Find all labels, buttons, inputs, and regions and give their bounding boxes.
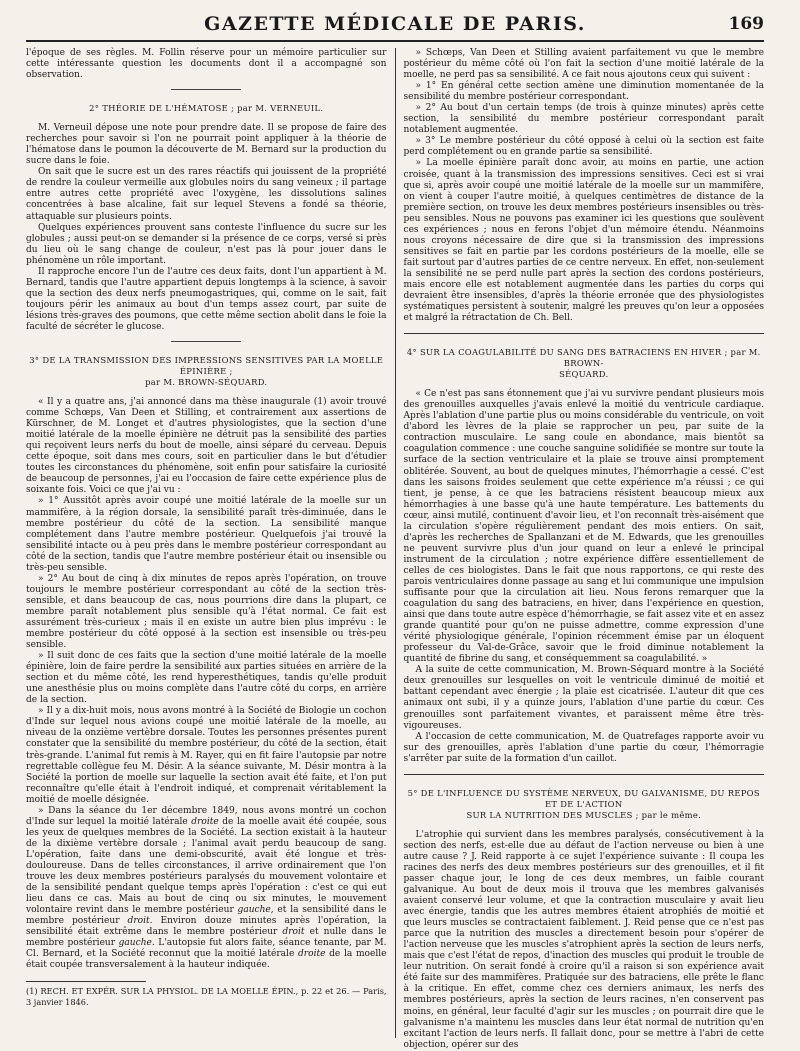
journal-title: GAZETTE MÉDICALE DE PARIS.	[204, 13, 586, 35]
paragraph: A l'occasion de cette communication, M. de Quatrefages rapporte avoir vu sur des grenouilles, après l'ablation d'une partie du cœur, l'hémorragie s'arrêter par suite de la formation d'un caillot.	[403, 731, 764, 764]
text-run: de la moelle était coupée transversalement à la hauteur indiquée.	[26, 949, 387, 971]
text-run: , et la sensibilité dans le membre postérieur	[26, 905, 387, 927]
paragraph: » 1° En général cette section amène une diminution momentanée de la sensibilité du membre postérieur correspondant.	[403, 81, 764, 103]
paragraph: Quelques expériences prouvent sans conteste l'influence du sucre sur les globules ; aussi peut-on se demander si la présence de ce corps, versé si près du lieu où le sang change de couleur, n'est pas là pour jouer dans le phénomène un rôle important.	[26, 222, 387, 266]
section-5-title-line1: 5° DE L'INFLUENCE DU SYSTÈME NERVEUX, DU GALVANISME, DU REPOS ET DE L'ACTION	[407, 787, 760, 809]
paragraph-with-italics	[26, 806, 387, 972]
text-run: » Dans la séance du 1er décembre 1849, nous avons montré un cochon d'Inde sur lequel la moitié latérale	[26, 805, 387, 827]
section-5-title	[404, 788, 765, 821]
section-3-title-line2: par M. BROWN-SÉQUARD.	[145, 377, 268, 388]
italic-run: gauche	[237, 905, 271, 916]
paragraph: L'atrophie qui survient dans les membres paralysés, consécutivement à la section des nerfs, est-elle due au défaut de l'action nerveuse ou bien à une autre cause ? J. Reid rapporte à ce sujet l'expérience suivante : Il coupa les racines des nerfs des deux membres postérieurs sur des grenouilles, et il fit passer chaque jour, le long de ces deux membres, un faible courant galvanique. Au bout de deux mois il trouva que les membres galvanisés avaient conservé leur volume, et que la contraction musculaire y avait lieu avec énergie, tandis que les autres membres étaient atrophiés de moitié et que leurs muscles se contractaient faiblement. J. Reid pense que ce n'est pas parce que la nutrition des muscles a directement besoin pour s'opérer de l'action nerveuse que les muscles s'atrophient après la section de leurs nerfs, mais que c'est l'état de repos, d'inaction des muscles qui produit le trouble de leur nutrition. On serait fondé à croire qu'il a raison si son expérience avait été faite sur des mammifères. Pratiquée sur des batraciens, elle prête le flanc à la critique. En effet, comme chez ces derniers animaux, les nerfs des membres postérieurs, après la section de leurs racines, n'en conservent pas moins, en général, leur faculté d'agir sur les muscles ; on pourrait dire que le galvanisme n'a maintenu les muscles dans leur état normal de nutrition qu'en excitant l'action de leurs nerfs. Il fallait donc, pour se mettre à l'abri de cette objection, opérer sur des	[403, 829, 764, 1050]
paragraph: » 3° Le membre postérieur du côté opposé à celui où la section est faite perd complétement ou en grande partie sa sensibilité.	[403, 136, 764, 158]
paragraph: On sait que le sucre est un des rares réactifs qui jouissent de la propriété de rendre la couleur vermeille aux globules noirs du sang veineux ; il partage entre autres cette propriété avec l'oxygène, les dissolutions salines concentrées à base alcaline, fait sur lequel Stevens a fondé sa théorie, attaquable sur plusieurs points.	[26, 167, 387, 222]
paragraph: Il rapproche encore l'un de l'autre ces deux faits, dont l'un appartient à M. Bernard, tandis que l'autre appartient depuis longtemps à la science, à savoir que la section des deux nerfs pneumogastriques, qui, comme on le sait, fait toujours périr les animaux au bout d'un temps assez court, par suite de lésions très-graves des poumons, que cette même section abolit dans le foie la faculté de sécréter le glucose.	[26, 266, 387, 332]
paragraph: » 2° Au bout d'un certain temps (de trois à quinze minutes) après cette section, la sensibilité du membre postérieur correspondant paraît notablement augmentée.	[403, 103, 764, 136]
paragraph: « Ce n'est pas sans étonnement que j'ai vu survivre pendant plusieurs mois des grenouilles auxquelles j'avais enlevé la moitié du ventricule cardiaque. Après l'ablation d'une partie plus ou moins considérable du ventricule, on voit d'abord les lèvres de la plaie se rapprocher un peu, par suite de la contraction musculaire. Le sang coule en abondance, mais bientôt sa coagulation commence : une couche sanguine solidifiée se montre sur toute la surface de la section ventriculaire et la plaie se trouve ainsi promptement oblitérée. Souvent, au bout de quelques minutes, l'hémorrhagie a cessé. C'est dans les saisons froides seulement que cette expérience m'a réussi ; ce qui tient, je pense, à ce que les batraciens résistent beaucoup mieux aux hémorrhagies à une basse qu'à une haute température. Les battements du cœur, ainsi mutilé, continuent d'avoir lieu, et l'on reconnaît très-aisément que la circulation s'opère régulièrement pendant des mois entiers. On sait, d'après les recherches de Spallanzani et de M. Edwards, que les grenouilles ne peuvent survivre plus d'un jour quand on leur a enlevé le principal instrument de la circulation ; notre expérience diffère essentiellement de celles de ces biologistes. Dans le fait que nous rapportons, ce qui reste des parois ventriculaires donne passage au sang et lui communique une impulsion suffisante pour que la circulation ait lieu. Nous ferons remarquer que la coagulation du sang des batraciens, en hiver, dans l'expérience en question, ainsi que dans toute autre espèce d'hémorrhagie, se fait assez vite et en assez grande quantité pour qu'on ne puisse admettre, comme expression d'une vérité physiologique générale, l'opinion récemment émise par un éloquent professeur du Val-de-Grâce, savoir que le froid diminue notablement la quantité de fibrine du sang, et conséquemment sa coagulabilité. »	[403, 389, 765, 665]
right-column	[396, 48, 765, 1050]
italic-run: droit	[282, 927, 305, 938]
section-divider	[404, 774, 765, 775]
italic-run: droite	[191, 816, 219, 827]
paragraph: » Il suit donc de ces faits que la section d'une moitié latérale de la moelle épinière, loin de faire perdre la sensibilité aux parties situées en arrière de la section et du même côté, les rend hyperesthétiques, tandis qu'elle produit une anesthésie plus ou moins complète dans l'autre côté du corps, en arrière de la section.	[26, 651, 387, 706]
page-number: 169	[728, 14, 764, 34]
section-5-title-line2: SUR LA NUTRITION DES MUSCLES ; par le même.	[466, 809, 702, 820]
paragraph: M. Verneuil dépose une note pour prendre date. Il se propose de faire des recherches pour savoir si l'on ne pourrait point appliquer à la théorie de l'hématose dans le poumon la découverte de M. Bernard sur la production du sucre dans le foie.	[26, 123, 387, 167]
footnote-rule	[26, 981, 146, 982]
text-run: . Environ douze minutes après l'opération, la sensibilité était extrême dans le membre postérieur	[26, 916, 387, 938]
text-run: de la moelle avait été coupée, sous les yeux de quelques membres de la Société. La section existait à la hauteur de la dixième vertèbre dorsale ; l'animal avait perdu beaucoup de sang. L'opération, faite dans une demi-obscurité, avait été longue et très-douloureuse. Dans de telles circonstances, il arrive ordinairement que l'on trouve les deux membres postérieurs paralysés du mouvement volontaire et de la sensibilité pendant quelque temps après l'opération : c'est ce qui eut lieu dans ce cas. Mais au bout de cinq ou six minutes, le mouvement volontaire revint dans le membre postérieur	[26, 816, 387, 916]
page-header	[26, 8, 764, 42]
italic-run: droit	[127, 916, 150, 927]
footnote: (1) RECH. ET EXPÉR. SUR LA PHYSIOL. DE LA MOELLE ÉPIN., p. 22 et 26. — Paris, 3 janvier 1846.	[26, 986, 387, 1007]
text-run: . L'autopsie fut alors faite, séance tenante, par M. Cl. Bernard, et la Société reconnut que la moitié latérale	[26, 938, 387, 960]
intro-paragraph: l'époque de ses règles. M. Follin réserve pour un mémoire particulier sur cette intéressante question les documents dont il a accompagné son observation.	[26, 48, 387, 81]
section-3-title	[26, 355, 387, 388]
section-divider	[171, 341, 241, 342]
left-column	[26, 48, 395, 1038]
paragraph: » La moelle épinière paraît donc avoir, au moins en partie, une action croisée, quant à la transmission des impressions sensitives. Ceci est si vrai que si, après avoir coupé une moitié latérale de la moelle sur un mammifère, on vient à couper l'autre moitié, à quelques centimètres de distance de la première section, on trouve les deux membres postérieurs insensibles ou très-peu sensibles. Nous ne pouvons pas examiner ici les questions que soulèvent ces expériences ; nous en ferons l'objet d'un mémoire étendu. Néanmoins nous croyons nécessaire de dire que si la transmission des impressions sensitives se fait en partie par les cordons postérieurs de la moelle, elle se fait surtout par d'autres parties de ce centre nerveux. En effet, non-seulement la sensibilité ne se perd nulle part après la section des cordons postérieurs, mais encore elle est notablement augmentée dans les parties du corps qui devraient être insensibles, d'après la théorie erronée que des physiologistes systématiques persistent à soutenir, malgré les preuves qu'on leur a opposées et malgré la rétractation de Ch. Bell.	[403, 158, 764, 324]
section-divider	[171, 89, 241, 90]
paragraph: » Schœps, Van Deen et Stilling avaient parfaitement vu que le membre postérieur du même côté où l'on fait la section d'une moitié latérale de la moelle, ne perd pas sa sensibilité. A ce fait nous ajoutons ceux qui suivent :	[403, 48, 764, 81]
paragraph: » Il y a dix-huit mois, nous avons montré à la Société de Biologie un cochon d'Inde sur lequel nous avions coupé une moitié latérale de la moelle, au niveau de la onzième vertèbre dorsale. Toutes les personnes présentes purent constater que la sensibilité du membre postérieur, du côté de la section, était très-grande. L'animal fut remis à M. Rayer, qui en fit faire l'autopsie par notre regrettable collègue feu M. Désir. A la séance suivante, M. Désir montra à la Société la portion de moelle sur laquelle la section avait été faite, et l'on put reconnaître qu'elle était à l'endroit indiqué, et comprenait véritablement la moitié de moelle désignée.	[26, 706, 387, 805]
paragraph: » 2° Au bout de cinq à dix minutes de repos après l'opération, on trouve toujours le membre postérieur correspondant au côté de la section très-sensible, et dans beaucoup de cas, nous pourrions dire dans la plupart, ce membre paraît notablement plus sensible qu'à l'état normal. Ce fait est assurément très-curieux ; mais il en existe un autre bien plus imprévu : le membre postérieur du côté opposé à la section est insensible ou très-peu sensible.	[26, 573, 387, 651]
italic-run: gauche	[118, 938, 152, 949]
section-4-title-line1: 4° SUR LA COAGULABILITÉ DU SANG DES BATRACIENS EN HIVER ; par M. BROWN-	[406, 347, 761, 369]
text-run: et nulle dans le membre postérieur	[26, 927, 387, 949]
paragraph: A la suite de cette communication, M. Brown-Séquard montre à la Société deux grenouilles sur lesquelles on voit le ventricule diminué de moitié et battant cependant avec énergie ; la plaie est cicatrisée. L'auteur dit que ces animaux ont subi, il y a quinze jours, l'ablation d'une partie du cœur. Ces grenouilles sont parfaitement vivantes, et paraissent même être très-vigoureuses.	[403, 665, 764, 731]
section-divider	[404, 333, 765, 334]
section-3-title-line1: 3° DE LA TRANSMISSION DES IMPRESSIONS SENSITIVES PAR LA MOELLE ÉPINIÈRE ;	[29, 355, 384, 377]
section-2-title: 2° THÉORIE DE L'HÉMATOSE ; par M. VERNEUIL.	[89, 103, 324, 114]
italic-run: droite	[298, 949, 326, 960]
section-4-title-line2: SÉQUARD.	[559, 369, 609, 380]
section-4-title	[404, 347, 765, 380]
article-columns	[26, 48, 765, 1050]
paragraph: » 1° Aussitôt après avoir coupé une moitié latérale de la moelle sur un mammifère, à la région dorsale, la sensibilité paraît très-diminuée, dans le membre postérieur du côté de la section. La sensibilité manque complétement dans l'autre membre postérieur. Quelquefois j'ai trouvé la sensibilité intacte ou à peu près dans le membre postérieur correspondant au côté de la section, tandis que l'autre membre postérieur était ou insensible ou très-peu sensible.	[26, 496, 387, 573]
paragraph: « Il y a quatre ans, j'ai annoncé dans ma thèse inaugurale (1) avoir trouvé comme Schœps, Van Deen et Stilling, et contrairement aux assertions de Kürschner, de M. Longet et d'autres physiologistes, que la section d'une moitié latérale de la moelle épinière ne détruit pas la sensibilité des parties qui reçoivent leurs nerfs du bout de moelle, ainsi séparé du cerveau. Depuis cette époque, soit dans mes cours, soit en particulier dans le but d'étudier toutes les circonstances du phénomène, soit enfin pour satisfaire la curiosité de beaucoup de personnes, j'ai eu l'occasion de faire cette expérience plus de soixante fois. Voici ce que j'ai vu :	[26, 397, 387, 496]
